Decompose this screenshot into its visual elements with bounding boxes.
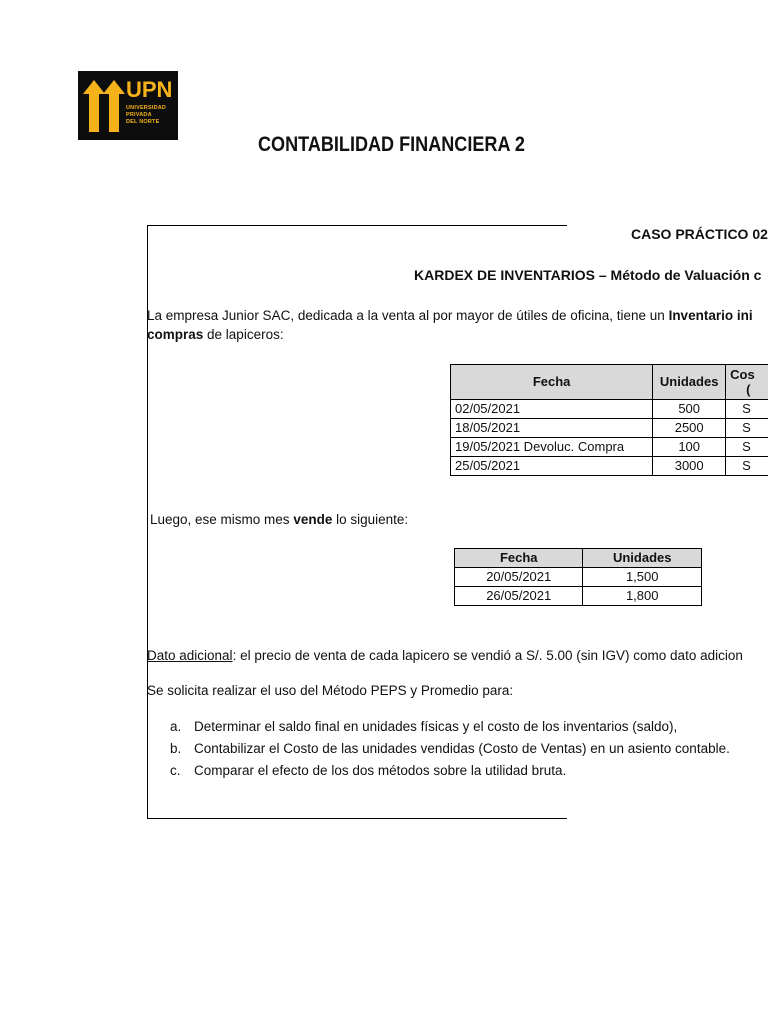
task-marker: b. [170, 741, 182, 756]
sales-header-unidades: Unidades [583, 549, 702, 568]
list-item [170, 716, 730, 738]
frame-bottom-border [147, 818, 567, 819]
purchases-table [450, 364, 768, 476]
intro-line-1 [147, 308, 753, 323]
purchases-header-row [451, 365, 768, 400]
purchase-costo: S [726, 457, 768, 476]
purchase-fecha: 19/05/2021 Devoluc. Compra [451, 438, 653, 457]
dato-adicional-text: : el precio de venta de cada lapicero se vendió a S/. 5.00 (sin IGV) como dato adicion [232, 648, 743, 663]
case-title: CASO PRÁCTICO 02 [631, 226, 768, 242]
purchase-fecha: 18/05/2021 [451, 419, 653, 438]
list-item [170, 760, 730, 782]
intro-bold-compras: compras [147, 327, 204, 342]
sales-intro-bold: vende [293, 512, 333, 527]
purchase-fecha: 25/05/2021 [451, 457, 653, 476]
purchase-unidades: 500 [653, 400, 726, 419]
request-text: Se solicita realizar el uso del Método PEPS y Promedio para: [147, 683, 514, 698]
purchase-unidades: 2500 [653, 419, 726, 438]
table-row [455, 587, 702, 606]
task-text: Contabilizar el Costo de las unidades vendidas (Costo de Ventas) en un asiento contable. [194, 741, 730, 756]
task-list [170, 716, 730, 782]
upn-arrow-icon [83, 80, 125, 132]
sale-unidades: 1,800 [583, 587, 702, 606]
purchase-unidades: 3000 [653, 457, 726, 476]
purchase-costo: S [726, 419, 768, 438]
dato-adicional [147, 648, 743, 663]
logo-subtitle [126, 105, 166, 126]
table-row [455, 568, 702, 587]
purchases-header-unidades: Unidades [653, 365, 726, 400]
kardex-title: KARDEX DE INVENTARIOS – Método de Valuación c [414, 267, 762, 283]
sale-fecha: 20/05/2021 [455, 568, 583, 587]
purchases-header-costo-l2: ( [746, 382, 751, 397]
purchases-header-costo-l1: Cos [730, 367, 755, 382]
purchase-fecha: 02/05/2021 [451, 400, 653, 419]
purchases-header-costo [726, 365, 768, 400]
intro-text: La empresa Junior SAC, dedicada a la venta al por mayor de útiles de oficina, tiene un [147, 308, 669, 323]
task-marker: c. [170, 763, 181, 778]
sales-intro-text: Luego, ese mismo mes [150, 512, 294, 527]
sales-header-row [455, 549, 702, 568]
sales-table [454, 548, 702, 606]
logo-sub-line-3: DEL NORTE [126, 119, 160, 125]
list-item [170, 738, 730, 760]
purchase-costo: S [726, 400, 768, 419]
purchase-costo: S [726, 438, 768, 457]
task-marker: a. [170, 719, 182, 734]
purchase-unidades: 100 [653, 438, 726, 457]
table-row [451, 457, 768, 476]
dato-adicional-label: Dato adicional [147, 648, 233, 663]
table-row [451, 438, 768, 457]
logo-sub-line-1: UNIVERSIDAD [126, 105, 167, 111]
intro-line-2-text: de lapiceros: [203, 327, 284, 342]
upn-logo [78, 71, 178, 140]
table-row [451, 419, 768, 438]
sales-intro-post: lo siguiente: [332, 512, 409, 527]
sales-header-fecha: Fecha [455, 549, 583, 568]
sale-fecha: 26/05/2021 [455, 587, 583, 606]
logo-sub-line-2: PRIVADA [126, 112, 152, 118]
sale-unidades: 1,500 [583, 568, 702, 587]
intro-bold-text: Inventario ini [668, 308, 753, 323]
intro-line-2 [147, 327, 284, 342]
logo-brand: UPN [126, 77, 173, 102]
purchases-header-fecha: Fecha [451, 365, 653, 400]
course-title: CONTABILIDAD FINANCIERA 2 [258, 133, 525, 156]
frame-top-border [147, 225, 567, 226]
task-text: Comparar el efecto de los dos métodos sobre la utilidad bruta. [194, 763, 567, 778]
table-row [451, 400, 768, 419]
sales-intro [150, 512, 408, 527]
task-text: Determinar el saldo final en unidades físicas y el costo de los inventarios (saldo), [194, 719, 678, 734]
